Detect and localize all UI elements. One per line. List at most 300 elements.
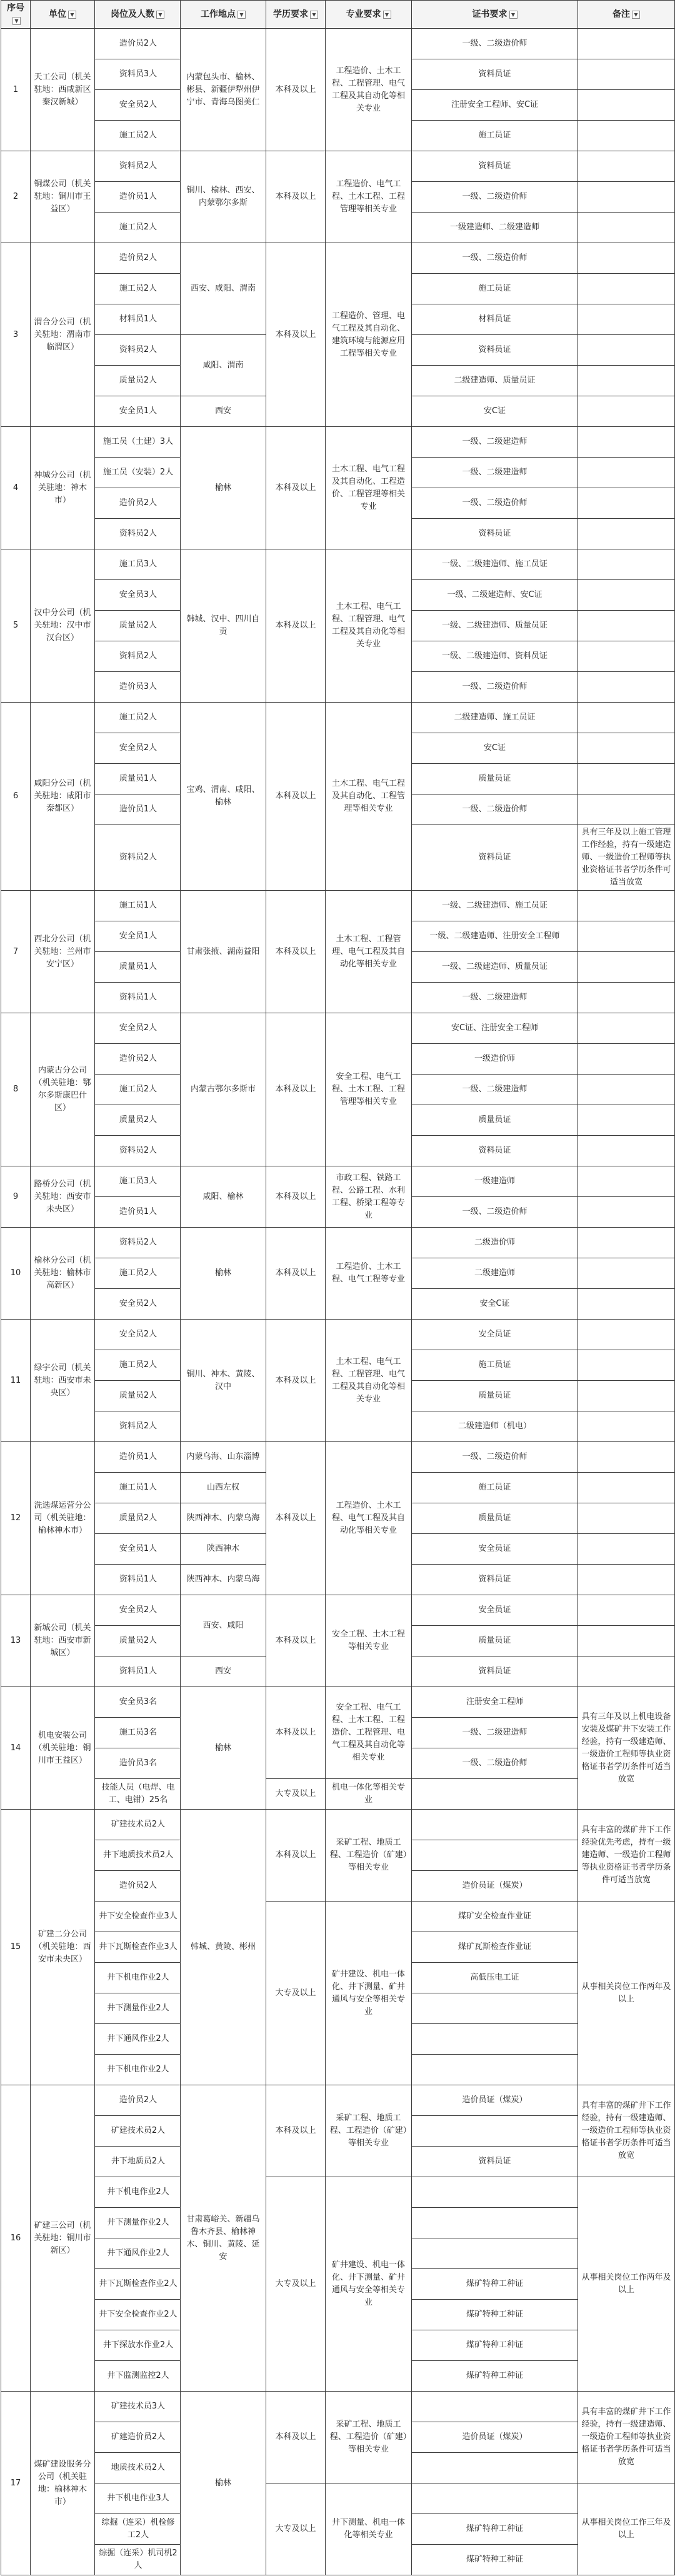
position-cell: 井下监测监控2人 (95, 2361, 181, 2392)
remark-cell (578, 243, 675, 274)
filter-dropdown-icon: ▼ (383, 11, 391, 19)
header-unit[interactable]: 单位 ▼ (31, 1, 95, 29)
education-cell: 本科及以上 (266, 1442, 326, 1595)
cert-cell: 煤矿特种工种证 (412, 2545, 578, 2575)
remark-cell (578, 580, 675, 611)
position-cell: 造价员2人 (95, 488, 181, 519)
position-cell: 造价员2人 (95, 1044, 181, 1075)
position-cell: 安全员1人 (95, 396, 181, 427)
table-row (1, 1442, 675, 1473)
major-cell: 工程造价、电气工程、土木工程、工程管理等相关专业 (326, 151, 412, 243)
location-cell: 山西左权 (181, 1473, 266, 1503)
location-cell: 榆林 (181, 427, 266, 549)
location-cell: 榆林 (181, 1687, 266, 1810)
table-row (1, 1810, 675, 1840)
location-cell: 榆林 (181, 1228, 266, 1320)
cert-cell: 一级建造师 (412, 1166, 578, 1197)
cert-cell: 一级、二级建造师 (412, 983, 578, 1013)
unit-name: 榆林分公司（机关驻地：榆林市高新区） (31, 1228, 95, 1320)
remark-cell (578, 1411, 675, 1442)
remark-cell (578, 549, 675, 580)
remark-cell (578, 1105, 675, 1136)
unit-name: 内蒙古分公司（机关驻地：鄂尔多斯康巴什区） (31, 1013, 95, 1166)
cert-cell: 一级造价师 (412, 1044, 578, 1075)
position-cell: 安全员3人 (95, 580, 181, 611)
location-cell: 陕西神木、内蒙乌海 (181, 1565, 266, 1595)
position-cell: 施工员（土建）3人 (95, 427, 181, 458)
position-cell: 安全员2人 (95, 1595, 181, 1626)
cert-cell (412, 2208, 578, 2238)
remark-cell (578, 151, 675, 182)
cert-cell: 资料员证 (412, 1136, 578, 1166)
filter-dropdown-icon: ▼ (156, 11, 164, 19)
remark-cell (578, 641, 675, 672)
table-row (1, 427, 675, 458)
position-cell: 资料员3人 (95, 59, 181, 90)
remark-cell (578, 182, 675, 213)
position-cell: 质量员2人 (95, 366, 181, 396)
position-cell: 资料员2人 (95, 1228, 181, 1258)
cert-cell: 一级、二级造价师 (412, 1197, 578, 1228)
row-number: 10 (1, 1228, 31, 1320)
position-cell: 井下测量作业2人 (95, 2208, 181, 2238)
major-cell: 土木工程、电气工程及其自动化、工程管理等相关专业 (326, 703, 412, 891)
cert-cell: 施工员证 (412, 121, 578, 151)
unit-name: 渭合分公司（机关驻地：渭南市临渭区） (31, 243, 95, 427)
position-cell: 安全员1人 (95, 921, 181, 952)
cert-cell (412, 1779, 578, 1810)
table-row (1, 703, 675, 733)
position-cell: 造价员2人 (95, 29, 181, 59)
row-number: 9 (1, 1166, 31, 1228)
cert-cell: 一级、二级造价师 (412, 794, 578, 825)
position-cell: 施工员3人 (95, 1166, 181, 1197)
cert-cell: 安全C证 (412, 1289, 578, 1320)
remark-cell (578, 1075, 675, 1105)
education-cell: 本科及以上 (266, 1320, 326, 1442)
position-cell: 资料员1人 (95, 983, 181, 1013)
position-cell: 施工员3名 (95, 1718, 181, 1748)
cert-cell: 一级、二级造价师 (412, 488, 578, 519)
table-row (1, 891, 675, 921)
row-number: 4 (1, 427, 31, 549)
location-cell: 内蒙包头市、榆林、彬县、新疆伊犁州伊宁市、青海乌图美仁 (181, 29, 266, 151)
remark-cell: 具有丰富的煤矿井下工作经验优先考虑，持有一级建造师、一级造价工程师等执业资格证书者学历条件可适当放宽 (578, 1810, 675, 1902)
position-cell: 施工员2人 (95, 703, 181, 733)
remark-cell: 具有三年及以上施工管理工作经验，持有一级建造师、一级造价工程师等执业资格证书者学历条件可适当放宽 (578, 825, 675, 891)
remark-cell (578, 335, 675, 366)
remark-cell (578, 1442, 675, 1473)
unit-name: 神城分公司（机关驻地：神木市） (31, 427, 95, 549)
position-cell: 造价员1人 (95, 1442, 181, 1473)
header-remark[interactable]: 备注 ▼ (578, 1, 675, 29)
row-number: 5 (1, 549, 31, 703)
remark-cell (578, 427, 675, 458)
remark-cell (578, 1320, 675, 1350)
position-cell: 井下机电作业3人 (95, 2483, 181, 2514)
remark-cell (578, 1044, 675, 1075)
position-cell: 质量员1人 (95, 952, 181, 983)
row-number: 15 (1, 1810, 31, 2085)
cert-cell: 资料员证 (412, 1656, 578, 1687)
education-cell: 大专及以上 (266, 2483, 326, 2575)
cert-cell (412, 2453, 578, 2483)
location-cell: 铜川、神木、黄陵、汉中 (181, 1320, 266, 1442)
remark-cell (578, 1381, 675, 1411)
education-cell: 本科及以上 (266, 427, 326, 549)
location-cell: 内蒙乌海、山东淄博 (181, 1442, 266, 1473)
position-cell: 施工员3人 (95, 549, 181, 580)
table-row (1, 2085, 675, 2116)
cert-cell: 施工员证 (412, 1473, 578, 1503)
cert-cell: 煤矿安全检查作业证 (412, 1902, 578, 1932)
major-cell: 矿井建设、机电一体化、井下测量、矿井通风与安全等相关专业 (326, 2177, 412, 2392)
location-cell: 陕西神木 (181, 1534, 266, 1565)
cert-cell (412, 1993, 578, 2024)
remark-cell (578, 891, 675, 921)
position-cell: 施工员2人 (95, 1075, 181, 1105)
major-cell: 采矿工程、地质工程、工程造价（矿建）等相关专业 (326, 1810, 412, 1902)
position-cell: 资料员1人 (95, 1565, 181, 1595)
remark-cell (578, 1228, 675, 1258)
unit-name: 天工公司（机关驻地：西咸新区秦汉新城） (31, 29, 95, 151)
location-cell: 甘肃张掖、湖南益阳 (181, 891, 266, 1013)
position-cell: 井下安全检查作业3人 (95, 1902, 181, 1932)
remark-cell (578, 488, 675, 519)
position-cell: 矿建技术员3人 (95, 2392, 181, 2422)
cert-cell (412, 2116, 578, 2147)
position-cell: 安全员2人 (95, 90, 181, 121)
education-cell: 本科及以上 (266, 2392, 326, 2483)
remark-cell (578, 121, 675, 151)
location-cell: 西安 (181, 1656, 266, 1687)
remark-cell: 从事相关岗位工作两年及以上 (578, 1902, 675, 2085)
header-row (1, 1, 675, 29)
unit-name: 洗选煤运营分公司（机关驻地：榆林神木市） (31, 1442, 95, 1595)
position-cell: 井下安全检查作业2人 (95, 2300, 181, 2330)
remark-cell: 具有三年及以上机电设备安装及煤矿井下安装工作经验，持有一级建造师、一级造价工程师等执业资格证书者学历条件可适当放宽 (578, 1687, 675, 1810)
filter-dropdown-icon: ▼ (509, 11, 518, 19)
table-row (1, 243, 675, 274)
location-cell: 内蒙古鄂尔多斯市 (181, 1013, 266, 1166)
position-cell: 安全员3名 (95, 1687, 181, 1718)
remark-cell (578, 703, 675, 733)
cert-cell: 二级建造师 (412, 1258, 578, 1289)
remark-cell: 从事相关岗位工作两年及以上 (578, 2177, 675, 2392)
unit-name: 新城公司（机关驻地：西安市新城区） (31, 1595, 95, 1687)
position-cell: 质量员2人 (95, 1105, 181, 1136)
unit-name: 机电安装公司（机关驻地：铜川市王益区） (31, 1687, 95, 1810)
education-cell: 本科及以上 (266, 29, 326, 151)
remark-cell (578, 274, 675, 304)
remark-cell (578, 396, 675, 427)
cert-cell: 安全员证 (412, 1320, 578, 1350)
remark-cell (578, 1350, 675, 1381)
cert-cell: 资料员证 (412, 2147, 578, 2177)
position-cell: 施工员1人 (95, 1473, 181, 1503)
table-row (1, 151, 675, 182)
remark-cell (578, 794, 675, 825)
remark-cell (578, 1503, 675, 1534)
row-number: 3 (1, 243, 31, 427)
cert-cell: 资料员证 (412, 151, 578, 182)
table-row (1, 2392, 675, 2422)
remark-cell (578, 1656, 675, 1687)
unit-name: 路桥分公司（机关驻地：西安市未央区） (31, 1166, 95, 1228)
position-cell: 技能人员（电焊、电工、电钳）25名 (95, 1779, 181, 1810)
cert-cell: 资料员证 (412, 59, 578, 90)
cert-cell: 一级、二级建造师 (412, 1718, 578, 1748)
remark-cell (578, 366, 675, 396)
cert-cell: 一级、二级建造师 (412, 458, 578, 488)
position-cell: 施工员2人 (95, 213, 181, 243)
filter-dropdown-icon: ▼ (68, 11, 76, 19)
cert-cell: 煤矿特种工种证 (412, 2514, 578, 2545)
cert-cell: 质量员证 (412, 764, 578, 794)
cert-cell: 质量员证 (412, 1381, 578, 1411)
location-cell: 陕西神木、内蒙乌海 (181, 1503, 266, 1534)
position-cell: 井下瓦斯检查作业3人 (95, 1932, 181, 1963)
cert-cell: 高低压电工证 (412, 1963, 578, 1993)
cert-cell: 资料员证 (412, 519, 578, 549)
row-number: 17 (1, 2392, 31, 2575)
cert-cell: 一级、二级建造师、质量员证 (412, 952, 578, 983)
position-cell: 造价员3人 (95, 672, 181, 703)
row-number: 7 (1, 891, 31, 1013)
position-cell: 造价员1人 (95, 794, 181, 825)
major-cell: 矿井建设、机电一体化、井下测量、矿井通风与安全等相关专业 (326, 1902, 412, 2085)
position-cell: 施工员（安装）2人 (95, 458, 181, 488)
location-cell: 宝鸡、渭南、咸阳、榆林 (181, 703, 266, 891)
major-cell: 机电一体化等相关专业 (326, 1779, 412, 1810)
cert-cell: 一级、二级建造师、施工员证 (412, 891, 578, 921)
major-cell: 土木工程、电气工程、工程管理、电气工程及其自动化等相关专业 (326, 1320, 412, 1442)
position-cell: 造价员1人 (95, 182, 181, 213)
location-cell: 咸阳、榆林 (181, 1166, 266, 1228)
cert-cell: 安C证 (412, 396, 578, 427)
unit-name: 矿建二分公司（机关驻地：西安市未央区） (31, 1810, 95, 2085)
remark-cell: 具有丰富的煤矿井下工作经验，持有一级建造师、一级造价工程师等执业资格证书者学历条件可适当放宽 (578, 2392, 675, 2483)
header-position[interactable]: 岗位及人数 ▼ (95, 1, 181, 29)
cert-cell: 一级、二级造价师 (412, 1748, 578, 1779)
table-row (1, 2177, 675, 2208)
row-number: 6 (1, 703, 31, 891)
table-row (1, 2483, 675, 2514)
major-cell: 井下测量、机电一体化等相关专业 (326, 2483, 412, 2575)
cert-cell: 煤矿特种工种证 (412, 2330, 578, 2361)
position-cell: 施工员1人 (95, 891, 181, 921)
cert-cell: 质量员证 (412, 1626, 578, 1656)
position-cell: 资料员2人 (95, 825, 181, 891)
table-row (1, 1595, 675, 1626)
position-cell: 资料员2人 (95, 335, 181, 366)
cert-cell (412, 2024, 578, 2055)
row-number: 12 (1, 1442, 31, 1595)
filter-dropdown-icon: ▼ (238, 11, 246, 19)
remark-cell (578, 1595, 675, 1626)
unit-name: 绿宇公司（机关驻地：西安市未央区） (31, 1320, 95, 1442)
unit-name: 铜煤公司（机关驻地：铜川市王益区） (31, 151, 95, 243)
remark-cell (578, 213, 675, 243)
position-cell: 井下测量作业2人 (95, 1993, 181, 2024)
education-cell: 本科及以上 (266, 1013, 326, 1166)
cert-cell (412, 2238, 578, 2269)
position-cell: 质量员2人 (95, 1381, 181, 1411)
position-cell: 井下地质技术员2人 (95, 1840, 181, 1871)
header-education[interactable]: 学历要求 ▼ (266, 1, 326, 29)
location-cell: 西安 (181, 396, 266, 427)
remark-cell (578, 611, 675, 641)
cert-cell: 安全员证 (412, 1534, 578, 1565)
remark-cell (578, 59, 675, 90)
row-number: 8 (1, 1013, 31, 1166)
remark-cell (578, 1166, 675, 1197)
education-cell: 本科及以上 (266, 703, 326, 891)
filter-dropdown-icon: ▼ (12, 17, 21, 25)
row-number: 14 (1, 1687, 31, 1810)
position-cell: 井下机电作业2人 (95, 2177, 181, 2208)
unit-name: 矿建三公司（机关驻地：铜川市新区） (31, 2085, 95, 2392)
position-cell: 造价员2人 (95, 2085, 181, 2116)
remark-cell (578, 672, 675, 703)
cert-cell: 一级建造师、二级建造师 (412, 213, 578, 243)
position-cell: 安全员1人 (95, 1534, 181, 1565)
row-number: 13 (1, 1595, 31, 1687)
location-cell: 甘肃葛峪关、新疆乌鲁木齐县、榆林神木、铜川、黄陵、延安 (181, 2085, 266, 2392)
cert-cell (412, 2483, 578, 2514)
major-cell: 土木工程、工程管理、电气工程及其自动化等相关专业 (326, 891, 412, 1013)
cert-cell: 二级建造师、施工员证 (412, 703, 578, 733)
header-no[interactable]: 序号▼ (1, 1, 31, 29)
education-cell: 大专及以上 (266, 1779, 326, 1810)
major-cell: 工程造价、土木工程、电气工程等专业 (326, 1228, 412, 1320)
cert-cell: 一级、二级造价师 (412, 182, 578, 213)
major-cell: 安全工程、土木工程等相关专业 (326, 1595, 412, 1687)
position-cell: 综掘（连采）机检修工2人 (95, 2514, 181, 2545)
filter-dropdown-icon: ▼ (632, 11, 640, 19)
major-cell: 土木工程、电气工程及其自动化、工程造价、工程管理等相关专业 (326, 427, 412, 549)
education-cell: 大专及以上 (266, 2177, 326, 2392)
major-cell: 土木工程、电气工程、工程管理、电气工程及其自动化等相关专业 (326, 549, 412, 703)
position-cell: 井下地质员2人 (95, 2147, 181, 2177)
education-cell: 本科及以上 (266, 1166, 326, 1228)
cert-cell: 造价员证（煤炭） (412, 2422, 578, 2453)
remark-cell: 从事相关岗位工作三年及以上 (578, 2483, 675, 2575)
remark-cell (578, 1473, 675, 1503)
cert-cell: 施工员证 (412, 1350, 578, 1381)
header-cert[interactable]: 证书要求 ▼ (412, 1, 578, 29)
position-cell: 造价员1人 (95, 1197, 181, 1228)
education-cell: 本科及以上 (266, 1228, 326, 1320)
position-cell: 施工员2人 (95, 274, 181, 304)
major-cell: 安全工程、电气工程、土木工程、工程造价、工程管理、电气工程及其自动化等相关专业 (326, 1687, 412, 1779)
remark-cell (578, 1626, 675, 1656)
remark-cell (578, 1565, 675, 1595)
position-cell: 资料员2人 (95, 151, 181, 182)
remark-cell (578, 90, 675, 121)
cert-cell: 注册安全工程师、安C证 (412, 90, 578, 121)
cert-cell (412, 2055, 578, 2085)
remark-cell (578, 519, 675, 549)
remark-cell (578, 764, 675, 794)
position-cell: 安全员2人 (95, 1289, 181, 1320)
row-number: 11 (1, 1320, 31, 1442)
cert-cell: 一级、二级建造师、资料员证 (412, 641, 578, 672)
cert-cell: 二级建造师、质量员证 (412, 366, 578, 396)
remark-cell (578, 1136, 675, 1166)
position-cell: 施工员2人 (95, 1350, 181, 1381)
major-cell: 工程造价、土木工程、电气工程及其自动化等相关专业 (326, 1442, 412, 1595)
table-row (1, 1228, 675, 1258)
position-cell: 井下通风作业2人 (95, 2024, 181, 2055)
position-cell: 造价员2人 (95, 1871, 181, 1902)
position-cell: 安全员2人 (95, 1013, 181, 1044)
position-cell: 矿建技术员2人 (95, 2116, 181, 2147)
cert-cell: 质量员证 (412, 1105, 578, 1136)
table-row (1, 29, 675, 59)
cert-cell (412, 2177, 578, 2208)
position-cell: 质量员2人 (95, 611, 181, 641)
cert-cell: 煤矿瓦斯检查作业证 (412, 1932, 578, 1963)
education-cell: 大专及以上 (266, 1902, 326, 2085)
remark-cell (578, 1013, 675, 1044)
header-major[interactable]: 专业要求 ▼ (326, 1, 412, 29)
position-cell: 资料员2人 (95, 641, 181, 672)
position-cell: 施工员2人 (95, 121, 181, 151)
remark-cell (578, 733, 675, 764)
cert-cell: 注册安全工程师 (412, 1687, 578, 1718)
header-location[interactable]: 工作地点 ▼ (181, 1, 266, 29)
cert-cell: 一级、二级造价师 (412, 1442, 578, 1473)
position-cell: 井下机电作业2人 (95, 1963, 181, 1993)
remark-cell (578, 1289, 675, 1320)
location-cell: 铜川、榆林、西安、内蒙鄂尔多斯 (181, 151, 266, 243)
position-cell: 资料员2人 (95, 1411, 181, 1442)
cert-cell: 一级、二级建造师、注册安全工程师 (412, 921, 578, 952)
table-row (1, 549, 675, 580)
remark-cell: 具有丰富的煤矿井下工作经验，持有一级建造师、一级造价工程师等执业资格证书者学历条件可适当放宽 (578, 2085, 675, 2177)
cert-cell: 一级、二级造价师 (412, 29, 578, 59)
position-cell: 矿建技术员2人 (95, 1810, 181, 1840)
position-cell: 资料员1人 (95, 1656, 181, 1687)
remark-cell (578, 1197, 675, 1228)
remark-cell (578, 304, 675, 335)
cert-cell: 一级、二级建造师 (412, 427, 578, 458)
unit-name: 咸阳分公司（机关驻地：咸阳市秦都区） (31, 703, 95, 891)
cert-cell: 煤矿特种工种证 (412, 2300, 578, 2330)
unit-name: 西北分公司（机关驻地：兰州市安宁区） (31, 891, 95, 1013)
cert-cell: 煤矿特种工种证 (412, 2269, 578, 2300)
education-cell: 本科及以上 (266, 1687, 326, 1779)
location-cell: 韩城、黄陵、彬州 (181, 1810, 266, 2085)
position-cell: 质量员2人 (95, 1626, 181, 1656)
recruitment-table (1, 0, 675, 2575)
education-cell: 本科及以上 (266, 1810, 326, 1902)
table-body (1, 29, 675, 2575)
education-cell: 本科及以上 (266, 243, 326, 427)
position-cell: 安全员2人 (95, 1320, 181, 1350)
major-cell: 采矿工程、地质工程、工程造价（矿建）等相关专业 (326, 2392, 412, 2483)
table-row (1, 1320, 675, 1350)
cert-cell: 一级、二级建造师、施工员证 (412, 549, 578, 580)
cert-cell (412, 1810, 578, 1840)
major-cell: 工程造价、管理、电气工程及其自动化、建筑环境与能源应用工程等相关专业 (326, 243, 412, 427)
row-number: 1 (1, 29, 31, 151)
position-cell: 井下探放水作业2人 (95, 2330, 181, 2361)
location-cell: 咸阳、渭南 (181, 335, 266, 396)
cert-cell: 一级、二级造价师 (412, 672, 578, 703)
education-cell: 本科及以上 (266, 151, 326, 243)
